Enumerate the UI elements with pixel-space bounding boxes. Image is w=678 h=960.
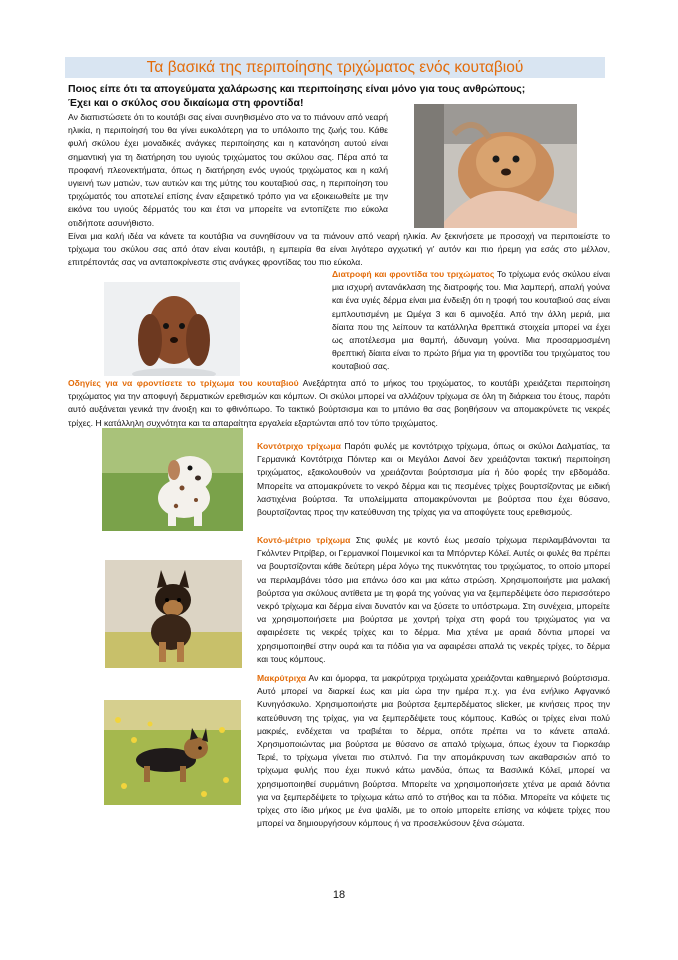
yorkshire-terrier-photo <box>104 700 241 805</box>
puppy-bath-photo <box>414 104 577 228</box>
guide-text: Ανεξάρτητα από το μήκος του τριχώματος, το κουτάβι χρειάζεται περιποίηση τριχώματος για την αποφυγή δερματικών ερεθισμών και κόμπων. Οι σκύλοι μπορεί να αλλάζουν τρίχωμα σε όλη τη διάρκεια του έτους, παρότι αυτό αυξάνεται γενικά την άνοιξη και το φθινόπωρο. Το τακτικό βούρτσισμα και το μπάνιο θα σας βοηθήσουν να απομακρύνετε τις νεκρές τρίχες. Η κατάλληλη συχνότητα και τα απαραίτητα εργαλεία εξαρτώνται από τον τύπο τριχώματος. <box>68 378 611 428</box>
dachshund-photo <box>104 282 240 376</box>
long-coat-section <box>257 672 610 830</box>
intro-continuation: Είναι μια καλή ιδέα να κάνετε τα κουτάβια να συνηθίσουν να τα πιάνουν από νεαρή ηλικία. Αν ξεκινήσετε με προσοχή να περιποιείστε το τρίχωμα του σκύλου σας από όταν είναι κουτάβι, η εμπειρία θα είναι λιγότερο αγχωτική γι' αυτόν και πιο ήρεμη για εσάς στο μέλλον, επιτρέποντάς σας να ανταποκρίνεστε στις ανάγκες φροντίδας του πιο εύκολα. <box>68 231 610 268</box>
medium-coat-section <box>257 534 610 666</box>
dalmatian-photo <box>102 428 243 531</box>
page-title: Τα βασικά της περιποίησης τριχώματος ενός κουταβιού <box>65 57 605 78</box>
long-coat-heading: Μακρύτριχα <box>257 673 307 683</box>
guide-section <box>68 377 610 430</box>
guide-heading: Οδηγίες για να φροντίσετε το τρίχωμα του κουταβιού <box>68 378 299 388</box>
diet-text: Το τρίχωμα ενός σκύλου είναι μια ισχυρή αντανάκλαση της διατροφής του. Μια λαμπερή, απαλή γούνα και ένα υγιές δέρμα είναι μια ένδειξη ότι η τροφή του κουταβιού σας είναι εμπλουτισμένη με Ωμέγα 3 και 6 αμινοξέα. Από την άλλη μεριά, μια δίαιτα που της λείπουν τα κατάλληλα θρεπτικά στοιχεία μπορεί να έχει ως αποτέλεσμα μια θαμπή, άδυναμη γούνα. Μια προσαρμοσμένη θρεπτική δίαιτα είναι το πρώτο βήμα για τη φροντίδα του τριχώματος του κουταβιού σας. <box>332 269 610 372</box>
german-shepherd-photo <box>105 560 242 668</box>
short-coat-section <box>257 440 610 519</box>
medium-coat-text: Στις φυλές με κοντό έως μεσαίο τρίχωμα περιλαμβάνονται τα Γκόλντεν Ριτρίβερ, οι Γερμανικοί Ποιμενικοί και τα Μπόρντερ Κόλεϊ. Αυτές οι φυλές θα πρέπει να βουρτσίζονται κάθε δεύτερη μέρα λόγω της πυκνότητας του τριχώματος, το οποίο μπορεί να περιλαμβάνει τόσο μια επάνω όσο και μια κάτω στρώση. Χρησιμοποιήστε μια μαλακή βούρτσα για σκύλους αντίθετα με τη φορά της γούνας για να ξεμπερδέψετε όσο περισσότερο νεκρό τρίχωμα και δέρμα είναι δυνατόν και να ξύσετε το υπόστρωμα. Στη συνέχεια, μπορείτε να χρησιμοποιήσετε μια βούρτσα με χοντρή τρίχα στη φορά του τριχώματος για να αφαιρέσετε τις νεκρές τρίχες και το δέρμα. Μια χτένα με αραιά δόντια μπορεί να χρησιμοποιηθεί στην ουρά και τα πόδια για να αφαιρέσει απαλά τις νεκρές τρίχες, το δέρμα και τους κόμπους. <box>257 535 610 664</box>
long-coat-text: Αν και όμορφα, τα μακρύτριχα τριχώματα χρειάζονται καθημερινό βούρτσισμα. Αυτό μπορεί να διαρκεί έως και μία ώρα την ημέρα π.χ. για ένα ενήλικο Αφγανικό Κυνηγόσκυλο. Χρησιμοποιήστε μια βούρτσα ξεμπερδέματος slicker, με κινήσεις προς την κατεύθυνση της τρίχας, για να ξεμπερδέψετε τους κόμπους. Καθώς οι τρίχες είναι πολύ μακριές, ενδέχεται να τραβιέται το δέρμα, οπότε πρέπει να το κάνετε απαλά. Χρησιμοποιώντας μια βούρτσα με θύσανο σε απαλό τρίχωμα, όπως έχουν τα Γιορκσάιρ Τεριέ, το τρίχωμα γίνεται πιο στιλπνό. Για την απομάκρυνση των ακαθαρσιών από το τρίχωμα φυλής που έχει πυκνό κάτω μανδύα, όπως τα Βασιλικά Κόλεϊ, μπορεί να χρησιμοποιηθεί συρμάτινη βούρτσα. Μπορείτε να χρησιμοποιήσετε χτένα με αραιά δόντια για να ξεμπερδέψετε το τρίχωμα κάτω από το στήθος και τα πόδια. Μπορείτε να κόψετε τις τρίχες στο ίδιο μήκος με ένα ψαλίδι, με το οποίο μπορείτε επίσης να κόψετε τρίχες που μπορεί να δημιουργήσουν κόμπους ή να προσελκύσουν ξένα σώματα. <box>257 673 610 829</box>
short-coat-text: Παρότι φυλές με κοντότριχο τρίχωμα, όπως οι σκύλοι Δαλματίας, τα Γερμανικά Κοντότριχα Πόιντερ και οι Μεγάλοι Δανοί δεν χρειάζονται τακτική περιποίηση τριχώματος, εξακολουθούν να χρειάζονται βούρτσισμα μία ή δύο φορές την εβδομάδα. Μπορείτε να απομακρύνετε το νεκρό δέρμα και τις πεσμένες τρίχες βουρτσίζοντας με ειδική λαστιχένια βούρτσα. Τα υπολείμματα απομακρύνονται με βούρτσα που έχει θύσανο, βουρτσίζοντας προς την κατεύθυνση της τρίχας για να αποφύγετε τους ερεθισμούς. <box>257 441 610 518</box>
medium-coat-heading: Κοντό-μέτριο τρίχωμα <box>257 535 351 545</box>
page-number: 18 <box>332 889 346 901</box>
lead-statement: Έχει και ο σκύλος σου δικαίωμα στη φροντίδα! <box>68 97 304 109</box>
diet-heading: Διατροφή και φροντίδα του τριχώματος <box>332 269 495 279</box>
lead-question: Ποιος είπε ότι τα απογεύματα χαλάρωσης και περιποίησης είναι μόνο για τους ανθρώπους; <box>68 83 526 95</box>
intro-paragraph: Αν διαπιστώσετε ότι το κουτάβι σας είναι συνηθισμένο στο να το πιάνουν από νεαρή ηλικία, η περιποίησή του θα γίνει ευκολότερη για το υπόλοιπο της ζωής του. Κάθε φυλή σκύλου έχει μοναδικές ανάγκες περιποίησης και η κατανόηση αυτού είναι σημαντική για τη διατήρηση του υγιούς τριχώματος του σκύλου σας. Πέρα από τα προφανή πλεονεκτήματα, όπως η διατήρηση ενός υγιούς τριχώματος και η καλή υγιεινή των ματιών, των αυτιών και της μύτης του κουταβιού σας, η περιποίηση του τριχώματός του αποτελεί επίσης έναν εξαιρετικό τρόπο για να εξοικειωθείτε με την εικόνα του υγιούς δέρματός του και έτσι να μπορείτε να εντοπίζετε πιο εύκολα οτιδήποτε ασυνήθιστο. <box>68 112 388 228</box>
diet-section <box>332 268 610 374</box>
short-coat-heading: Κοντότριχο τρίχωμα <box>257 441 341 451</box>
